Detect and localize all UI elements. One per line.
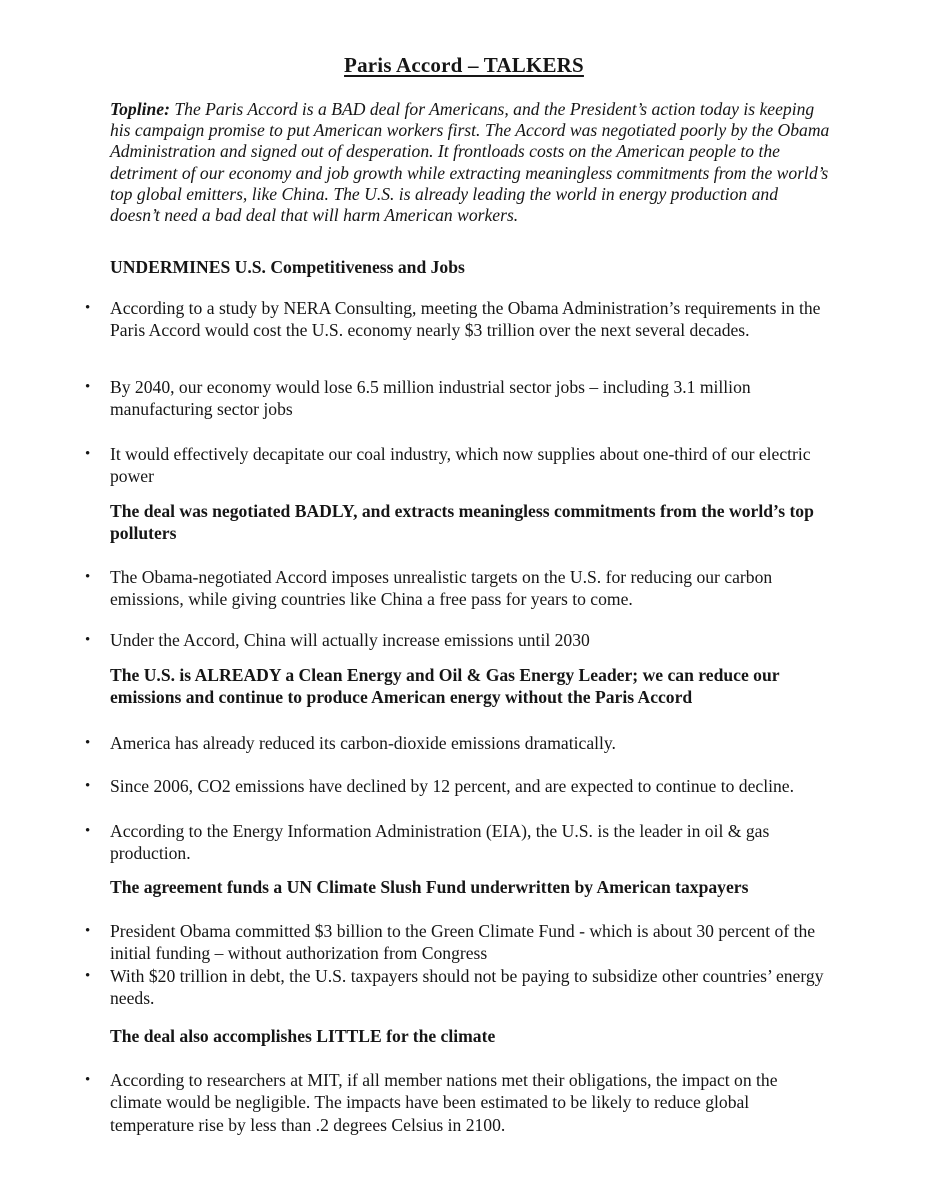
bullet-text: With $20 trillion in debt, the U.S. taxpayers should not be paying to subsidize other countries’ energy needs.	[110, 966, 824, 1009]
bullet-marker: •	[85, 569, 91, 585]
bullet-text: By 2040, our economy would lose 6.5 million industrial sector jobs – including 3.1 million manufacturing sector jobs	[110, 377, 751, 420]
section-heading-slush-fund: The agreement funds a UN Climate Slush Fund underwritten by American taxpayers	[110, 877, 749, 897]
list-item	[85, 732, 832, 754]
bullet-marker: •	[85, 1072, 91, 1088]
topline-label: Topline:	[110, 99, 170, 119]
list-item	[85, 629, 832, 651]
bullet-marker: •	[85, 632, 91, 648]
bullet-text: America has already reduced its carbon-dioxide emissions dramatically.	[110, 733, 616, 753]
bullet-marker: •	[85, 778, 91, 794]
topline-text: The Paris Accord is a BAD deal for Americans, and the President’s action today is keeping his campaign promise to put American workers first. The Accord was negotiated poorly by the Obama Administration and signed out of desperation. It frontloads costs on the American people to the detriment of our economy and job growth while extracting meaningless commitments from the world’s top global emitters, like China. The U.S. is already leading the world in energy production and doesn’t need a bad deal that will harm American workers.	[110, 99, 830, 226]
bullet-marker: •	[85, 735, 91, 751]
bullet-marker: •	[85, 379, 91, 395]
list-item	[85, 566, 832, 611]
bullet-text: The Obama-negotiated Accord imposes unrealistic targets on the U.S. for reducing our carbon emissions, while giving countries like China a free pass for years to come.	[110, 567, 773, 610]
bullet-text: According to researchers at MIT, if all member nations met their obligations, the impact on the climate would be negligible. The impacts have been estimated to be likely to reduce global temperature rise by less than .2 degrees Celsius in 2100.	[110, 1070, 778, 1135]
section-heading-little-for-climate: The deal also accomplishes LITTLE for the climate	[110, 1026, 496, 1046]
bullet-marker: •	[85, 300, 91, 316]
list-item	[85, 376, 832, 421]
list-item	[85, 920, 832, 965]
bullet-text: President Obama committed $3 billion to the Green Climate Fund - which is about 30 percent of the initial funding – without authorization from Congress	[110, 921, 816, 964]
bullet-text: It would effectively decapitate our coal industry, which now supplies about one-third of our electric power	[110, 444, 811, 487]
list-item	[85, 775, 832, 797]
list-item	[85, 820, 832, 865]
bullet-text: Since 2006, CO2 emissions have declined by 12 percent, and are expected to continue to decline.	[110, 776, 794, 796]
section-heading-energy-leader: The U.S. is ALREADY a Clean Energy and Oil & Gas Energy Leader; we can reduce our emissions and continue to produce American energy without the Paris Accord	[110, 665, 780, 707]
list-item	[85, 297, 832, 342]
list-item	[85, 965, 832, 1010]
section-heading-competitiveness: UNDERMINES U.S. Competitiveness and Jobs	[110, 257, 465, 277]
bullet-marker: •	[85, 823, 91, 839]
bullet-text: According to the Energy Information Administration (EIA), the U.S. is the leader in oil & gas production.	[110, 821, 770, 864]
topline-paragraph	[110, 99, 830, 226]
bullet-text: Under the Accord, China will actually increase emissions until 2030	[110, 630, 590, 650]
bullet-marker: •	[85, 446, 91, 462]
bullet-marker: •	[85, 923, 91, 939]
list-item	[85, 1069, 832, 1136]
list-item	[85, 443, 832, 488]
bullet-marker: •	[85, 968, 91, 984]
bullet-text: According to a study by NERA Consulting, meeting the Obama Administration’s requirements in the Paris Accord would cost the U.S. economy nearly $3 trillion over the next several decades.	[110, 298, 821, 341]
section-heading-negotiated-badly: The deal was negotiated BADLY, and extracts meaningless commitments from the world’s top polluters	[110, 501, 814, 543]
document-title: Paris Accord – TALKERS	[344, 53, 584, 77]
